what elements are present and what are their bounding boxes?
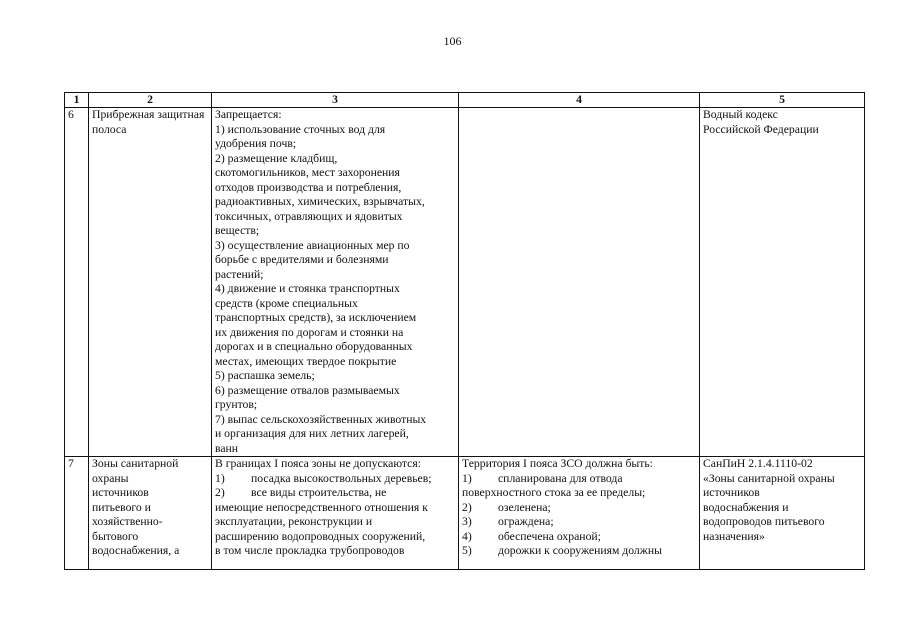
list-item-text: спланирована для отвода	[498, 471, 623, 485]
table-row-6	[65, 108, 865, 457]
list-item-number: 5)	[462, 544, 472, 557]
text-line: бытового	[92, 529, 139, 543]
text-line: 1) использование сточных вод для	[215, 122, 386, 136]
text-line: борьбе с вредителями и болезнями	[215, 253, 389, 266]
list-item-number: 4)	[462, 529, 472, 543]
text-line: «Зоны санитарной охраны	[703, 471, 835, 485]
list-item	[215, 486, 455, 501]
list-item-text: обеспечена охраной;	[498, 529, 601, 543]
page-number: 106	[443, 34, 462, 48]
list-item-text: ограждена;	[498, 515, 554, 528]
list-item: в том числе прокладка трубопроводов	[215, 544, 405, 557]
text-line: Водный кодекс	[703, 108, 778, 121]
row6-legal-source-list	[703, 108, 861, 137]
text-line: назначения»	[703, 529, 765, 543]
header-cell-2: 2	[89, 93, 212, 108]
list-item-number: 2)	[462, 500, 472, 514]
text-line: 3) осуществление авиационных мер по	[215, 238, 410, 252]
text-line: 5) распашка земель;	[215, 369, 315, 382]
list-item: эксплуатации, реконструкции и	[215, 515, 373, 528]
list-item: имеющие непосредственного отношения к	[215, 500, 428, 514]
text-line: хозяйственно-	[92, 515, 163, 528]
text-line: питьевого и	[92, 500, 151, 514]
text-line: Зоны санитарной	[92, 457, 179, 470]
row6-zone-name: Прибрежная защитная полоса	[89, 108, 212, 457]
text-line: грунтов;	[215, 398, 258, 411]
text-line: Российской Федерации	[703, 122, 819, 136]
text-line: Запрещается:	[215, 108, 282, 121]
list-item-number: 3)	[462, 515, 472, 528]
text-line: водоснабжения и	[703, 500, 789, 514]
text-line: 4) движение и стоянка транспортных	[215, 282, 400, 295]
row6-legal-source	[700, 108, 865, 457]
list-item	[462, 544, 696, 559]
row6-restrictions	[212, 108, 459, 457]
list-item-number: 2)	[215, 486, 225, 499]
text-line: растений;	[215, 267, 264, 281]
row7-zone-name	[89, 457, 212, 570]
text-line: 7) выпас сельскохозяйственных животных	[215, 412, 427, 426]
list-item-text: дорожки к сооружениям должны	[498, 544, 662, 557]
list-item	[462, 472, 696, 487]
list-item: В границах I пояса зоны не допускаются:	[215, 457, 421, 470]
row7-legal-source	[700, 457, 865, 570]
text-line: источников	[703, 486, 760, 499]
list-item	[462, 515, 696, 530]
header-cell-3: 3	[212, 93, 459, 108]
text-line: отходов производства и потребления,	[215, 180, 402, 194]
list-item-number: 1)	[462, 471, 472, 485]
list-item-text: все виды строительства, не	[251, 486, 387, 499]
list-item	[462, 501, 696, 516]
row7-restrictions	[212, 457, 459, 570]
text-line: и организация для них летних лагерей,	[215, 427, 409, 440]
list-item	[215, 472, 455, 487]
text-line: скотомогильников, мест захоронения	[215, 166, 400, 179]
row6-requirements	[459, 108, 700, 457]
row7-requirements	[459, 457, 700, 570]
row7-requirements-list	[462, 457, 696, 559]
text-line: радиоактивных, химических, взрывчатых,	[215, 195, 425, 208]
text-line: удобрения почв;	[215, 137, 297, 150]
text-line: ванн	[215, 441, 239, 455]
header-cell-5: 5	[700, 93, 865, 108]
row6-restrictions-list	[215, 108, 455, 456]
text-line: 2) размещение кладбищ,	[215, 151, 338, 165]
list-item	[462, 530, 696, 545]
list-item: расширению водопроводных сооружений,	[215, 529, 426, 543]
header-row	[65, 93, 865, 108]
header-cell-4: 4	[459, 93, 700, 108]
text-line: средств (кроме специальных	[215, 296, 358, 310]
text-line: 6) размещение отвалов размываемых	[215, 383, 400, 397]
header-cell-1: 1	[65, 93, 89, 108]
text-line: охраны	[92, 471, 129, 485]
text-line: транспортных средств), за исключением	[215, 311, 417, 324]
text-line: источников	[92, 486, 149, 499]
row7-legal-source-list	[703, 457, 861, 544]
text-line: токсичных, отравляющих и ядовитых	[215, 209, 403, 223]
list-item-text: посадка высокоствольных деревьев;	[251, 471, 432, 485]
list-item: поверхностного стока за ее пределы;	[462, 486, 646, 499]
text-line: местах, имеющих твердое покрытие	[215, 354, 397, 368]
requirements-table	[64, 92, 865, 570]
row7-number: 7	[65, 457, 89, 570]
text-line: дорогах и в специально оборудованных	[215, 340, 413, 353]
list-item-number: 1)	[215, 471, 225, 485]
list-item: Территория I пояса ЗСО должна быть:	[462, 457, 653, 470]
list-item-text: озеленена;	[498, 500, 551, 514]
table-row-7	[65, 457, 865, 570]
row7-restrictions-list	[215, 457, 455, 559]
row6-number: 6	[65, 108, 89, 457]
text-line: их движения по дорогам и стоянки на	[215, 325, 404, 339]
text-line: СанПиН 2.1.4.1110-02	[703, 457, 813, 470]
row7-zone-name-list	[92, 457, 208, 559]
text-line: водоснабжения, а	[92, 544, 180, 557]
text-line: веществ;	[215, 224, 260, 237]
text-line: водопроводов питьевого	[703, 515, 825, 528]
